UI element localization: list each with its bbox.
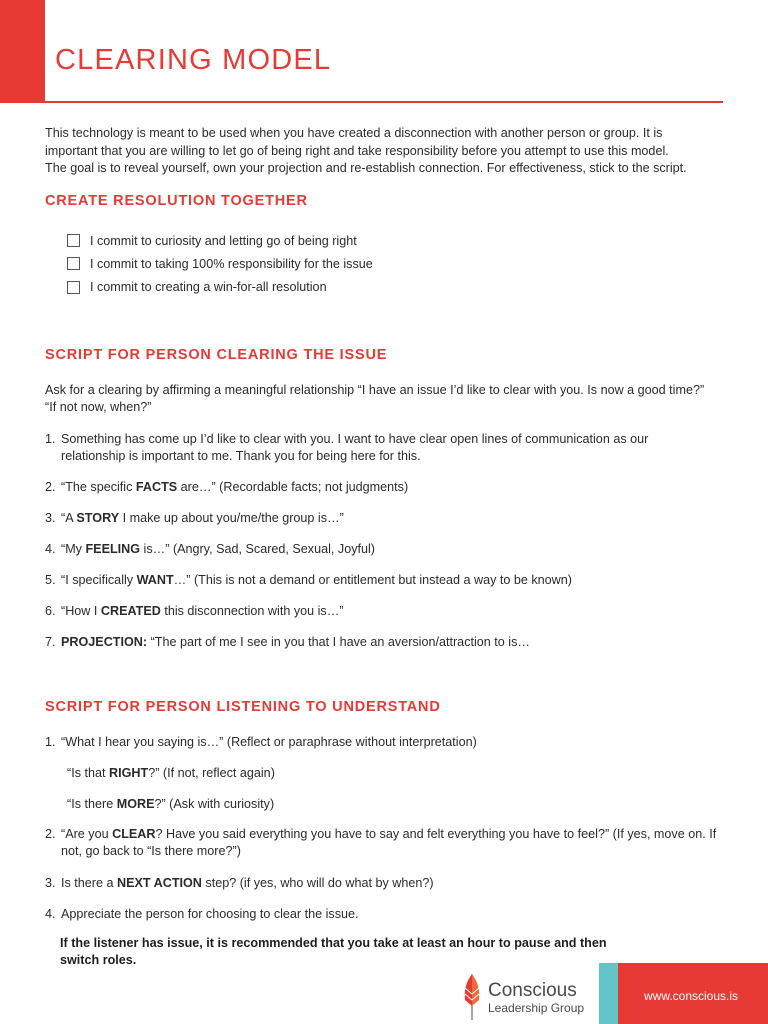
step-text: relationship is important to me. Thank you for being here for this. — [61, 449, 421, 463]
step-text: …” (This is not a demand or entitlement but instead a way to be known) — [173, 573, 572, 587]
step-text: Is there a — [61, 876, 118, 890]
step-text: this disconnection with you is…” — [160, 604, 344, 618]
step-text: are…” (Recordable facts; not judgments) — [177, 480, 409, 494]
feather-icon — [460, 970, 484, 1022]
step-text: “My — [61, 542, 86, 556]
step-keyword: PROJECTION: — [61, 635, 148, 649]
step-keyword: FACTS — [135, 480, 178, 494]
logo-name: Conscious — [488, 980, 577, 1001]
logo-subtitle: Leadership Group — [488, 1001, 585, 1015]
commitment-item[interactable] — [67, 276, 373, 299]
prompt-text: “Is that — [67, 766, 109, 780]
step-keyword: NEXT ACTION — [117, 876, 202, 890]
title-divider — [45, 101, 723, 103]
clearing-step — [45, 510, 735, 527]
step-number: 1. — [45, 432, 56, 446]
step-text: Something has come up I’d like to clear with you. I want to have clear open lines of communication as our — [61, 432, 649, 446]
checkbox[interactable] — [67, 234, 80, 247]
commitment-label: I commit to taking 100% responsibility for the issue — [90, 256, 373, 271]
page-title: CLEARING MODEL — [55, 44, 332, 76]
step-text: Appreciate the person for choosing to clear the issue. — [61, 907, 359, 921]
listening-step — [45, 906, 735, 923]
step-text: is…” (Angry, Sad, Scared, Sexual, Joyful) — [140, 542, 376, 556]
clearing-step — [45, 479, 735, 496]
prompt-text: ?” (Ask with curiosity) — [154, 797, 275, 811]
commitment-label: I commit to curiosity and letting go of being right — [90, 233, 357, 248]
checkbox[interactable] — [67, 281, 80, 294]
step-number: 7. — [45, 635, 56, 649]
step-text-line — [61, 826, 735, 843]
section-heading-resolution: CREATE RESOLUTION TOGETHER — [45, 193, 308, 209]
prompt-text: “Is there — [67, 797, 117, 811]
section-heading-clearing: SCRIPT FOR PERSON CLEARING THE ISSUE — [45, 347, 388, 363]
step-keyword: STORY — [76, 511, 120, 525]
step-keyword: WANT — [136, 573, 174, 587]
clearing-intro-line: “If not now, when?” — [45, 400, 152, 414]
commitment-label: I commit to creating a win-for-all resolution — [90, 280, 327, 295]
checkbox[interactable] — [67, 257, 80, 270]
note-line: switch roles. — [60, 953, 137, 967]
clearing-intro — [45, 382, 735, 416]
step-keyword: CLEAR — [112, 827, 156, 841]
step-text: step? (if yes, who will do what by when?) — [201, 876, 434, 890]
step-number: 2. — [45, 480, 56, 494]
step-number: 3. — [45, 511, 56, 525]
section-heading-listening: SCRIPT FOR PERSON LISTENING TO UNDERSTAND — [45, 699, 441, 715]
listener-note — [60, 935, 650, 969]
clearing-step — [45, 431, 735, 465]
clearing-step — [45, 634, 735, 651]
clearing-step — [45, 572, 735, 589]
step-keyword: FEELING — [85, 542, 141, 556]
step-text: ? Have you said everything you have to say and felt everything you have to feel?” (If yes, move on. If — [155, 827, 717, 841]
step-text: “What I hear you saying is…” (Reflect or paraphrase without interpretation) — [61, 735, 477, 749]
prompt-text: ?” (If not, reflect again) — [148, 766, 275, 780]
step-number: 5. — [45, 573, 56, 587]
commitment-checklist — [67, 229, 373, 299]
listening-step — [45, 734, 735, 751]
footer-teal-band — [599, 963, 618, 1024]
step-text: “A — [61, 511, 77, 525]
step-keyword: CREATED — [100, 604, 161, 618]
step-text: “The specific — [61, 480, 136, 494]
website-link[interactable]: www.conscious.is — [644, 989, 739, 1003]
clearing-step — [45, 541, 735, 558]
listening-step — [45, 875, 735, 892]
intro-paragraph — [45, 125, 725, 178]
step-text: “The part of me I see in you that I have an aversion/attraction to is… — [147, 635, 530, 649]
company-logo — [460, 970, 600, 1022]
reflect-prompt — [67, 765, 275, 782]
step-text: I make up about you/me/the group is…” — [119, 511, 344, 525]
step-number: 1. — [45, 735, 56, 749]
note-line: If the listener has issue, it is recommended that you take at least an hour to pause and then — [60, 936, 607, 950]
clearing-intro-line: Ask for a clearing by affirming a meaningful relationship “I have an issue I’d like to clear with you. Is now a good time?” — [45, 383, 705, 397]
step-number: 4. — [45, 907, 56, 921]
intro-line: This technology is meant to be used when you have created a disconnection with another person or group. It is — [45, 126, 663, 140]
step-text: not, go back to “Is there more?”) — [61, 844, 241, 858]
prompt-keyword: RIGHT — [109, 766, 149, 780]
step-text: “I specifically — [61, 573, 137, 587]
more-prompt — [67, 796, 274, 813]
step-number: 6. — [45, 604, 56, 618]
prompt-keyword: MORE — [116, 797, 155, 811]
intro-line: The goal is to reveal yourself, own your projection and re-establish connection. For effectiveness, stick to the script. — [45, 161, 687, 175]
step-text: “Are you — [61, 827, 113, 841]
commitment-item[interactable] — [67, 229, 373, 252]
clearing-step — [45, 603, 735, 620]
commitment-item[interactable] — [67, 252, 373, 275]
step-number: 4. — [45, 542, 56, 556]
step-number: 3. — [45, 876, 56, 890]
step-number: 2. — [45, 827, 56, 841]
listening-step — [45, 826, 735, 860]
step-text: “How I — [61, 604, 101, 618]
intro-line: important that you are willing to let go of being right and take responsibility before you attempt to use this model. — [45, 143, 669, 158]
header-accent-bar — [0, 0, 45, 103]
